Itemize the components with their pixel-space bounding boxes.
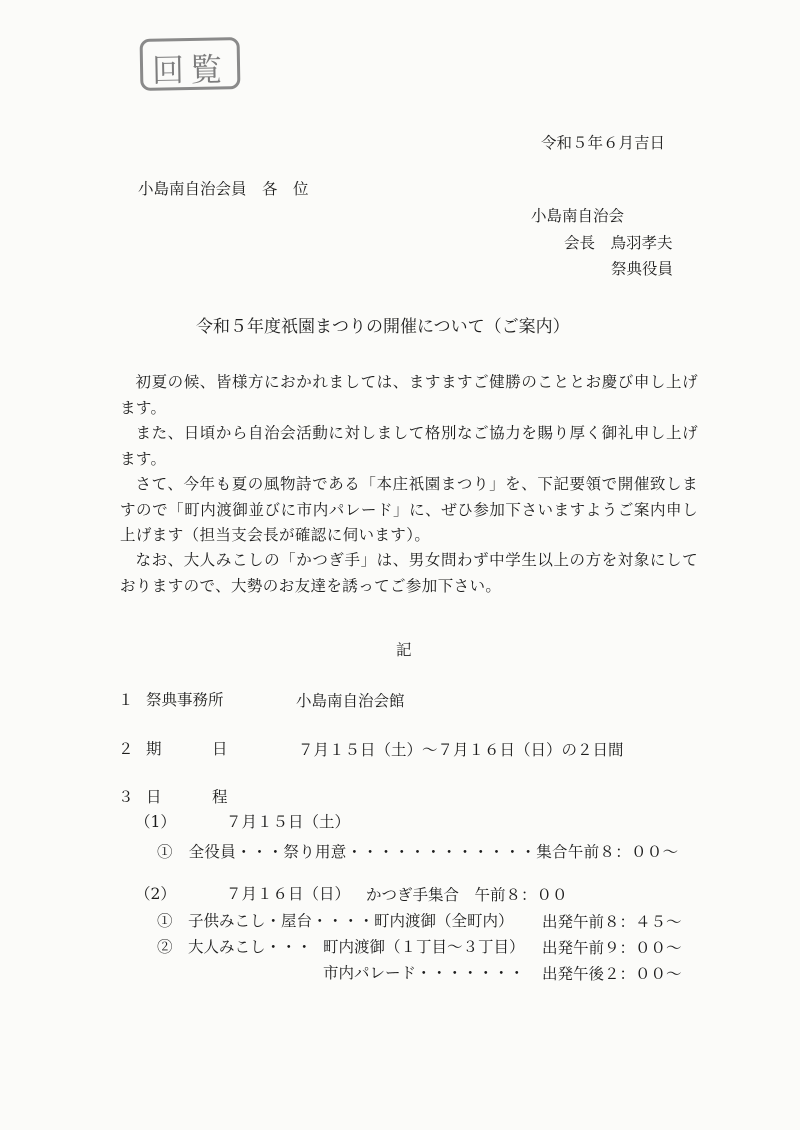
sender-org: 小島南自治会 <box>531 207 625 225</box>
day-2-line-2-left: ② 大人みこし・・・ <box>157 938 313 956</box>
day-1-date: ７月１５日（土） <box>226 813 351 831</box>
body-paragraph-1: 初夏の候、皆様方におかれましては、ますますご健勝のこととお慶び申し上げます。 <box>120 373 698 417</box>
day-2-assembly: かつぎ手集合 午前８：００ <box>366 886 568 904</box>
sender-chair: 会長 鳥羽孝夫 <box>564 234 673 252</box>
item-1-value: 小島南自治会館 <box>296 692 405 710</box>
day-1-line-1: ① 全役員・・・祭り用意・・・・・・・・・・・・集合午前８：００～ <box>157 843 679 861</box>
day-2-date: ７月１６日（日） <box>226 885 351 903</box>
sender-staff: 祭典役員 <box>611 260 674 278</box>
day-2-line-2-right: 出発午前９：００～ <box>542 939 682 957</box>
document-title: 令和５年度祇園まつりの開催について（ご案内） <box>196 317 570 337</box>
ki-heading: 記 <box>396 641 412 659</box>
day-1-number: （1） <box>135 813 176 831</box>
item-2-label-b: 日 <box>212 740 228 758</box>
item-3-label-a: 日 <box>146 788 162 806</box>
item-3-number: ３ <box>118 788 134 806</box>
day-2-number: （2） <box>135 885 176 903</box>
stamp-text: 回覧 <box>151 50 229 90</box>
item-1-label: 祭典事務所 <box>146 691 224 709</box>
day-2-line-1-right: 出発午前８：４５～ <box>542 913 682 931</box>
item-2-label-a: 期 <box>146 740 162 758</box>
body-paragraph-3: さて、今年も夏の風物詩である「本庄祇園まつり」を、下記要領で開催致しますので「町内渡御並びに市内パレード」に、ぜひ参加下さいますようご案内申し上げます（担当支会長が確認に伺います）。 <box>120 475 698 544</box>
item-3-label-b: 程 <box>212 788 228 806</box>
item-1-number: １ <box>118 691 134 709</box>
document-date: 令和５年６月吉日 <box>541 134 666 152</box>
circulation-stamp <box>140 37 241 91</box>
day-2-line-3-mid: 市内パレード・・・・・・・ <box>323 964 525 982</box>
day-2-line-3-right: 出発午後２：００～ <box>542 965 682 983</box>
body-paragraph-4: なお、大人みこしの「かつぎ手」は、男女問わず中学生以上の方を対象にしておりますので、大勢のお友達を誘ってご参加下さい。 <box>120 551 698 595</box>
addressee: 小島南自治会員 各 位 <box>138 180 309 198</box>
day-2-line-2-mid: 町内渡御（１丁目～３丁目） <box>323 938 525 956</box>
item-2-number: ２ <box>118 740 134 758</box>
day-2-line-1-left: ① 子供みこし・屋台・・・・町内渡御（全町内） <box>157 912 514 930</box>
item-2-value: ７月１５日（土）～７月１６日（日）の２日間 <box>298 741 624 759</box>
body-paragraph-2: また、日頃から自治会活動に対しまして格別なご協力を賜り厚く御礼申し上げます。 <box>120 424 698 468</box>
